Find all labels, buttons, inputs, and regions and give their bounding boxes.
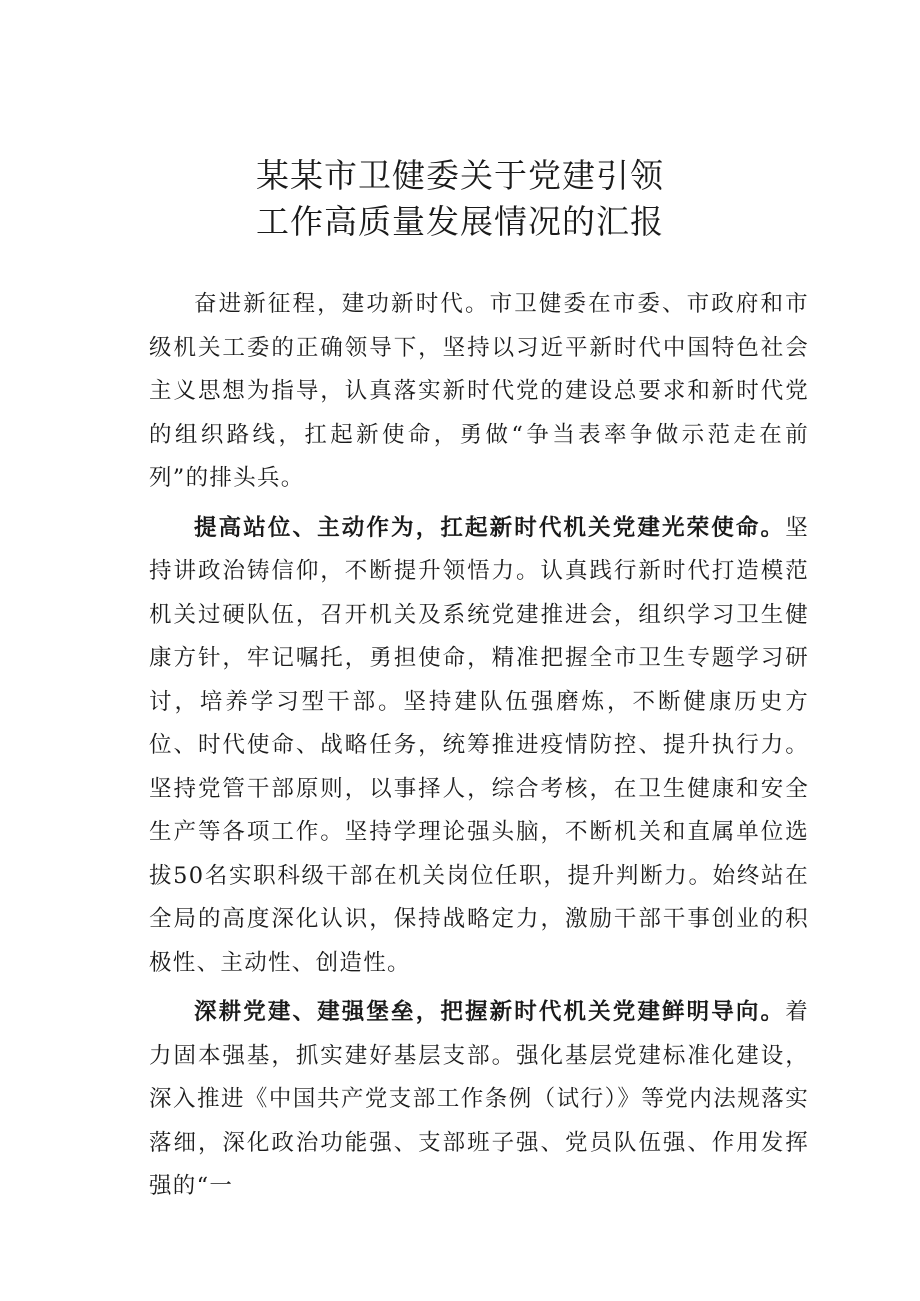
paragraph-text: 坚持讲政治铸信仰，不断提升领悟力。认真践行新时代打造模范机关过硬队伍，召开机关及系统党建推进会，组织学习卫生健康方针，牢记嘱托，勇担使命，精准把握全市卫生专题学习研讨，培养学习型干部。坚持建队伍强磨炼，不断健康历史方位、时代使命、战略任务，统筹推进疫情防控、提升执行力。坚持党管干部原则，以事择人，综合考核，在卫生健康和安全生产等各项工作。坚持学理论强头脑，不断机关和直属单位选拔50名实职科级干部在机关岗位任职，提升判断力。始终站在全局的高度深化认识，保持战略定力，激励干部干事创业的积极性、主动性、创造性。 xyxy=(149,514,809,976)
paragraph-text: 奋进新征程，建功新时代。市卫健委在市委、市政府和市级机关工委的正确领导下，坚持以习近平新时代中国特色社会主义思想为指导，认真落实新时代党的建设总要求和新时代党的组织路线，扛起新使命，勇做“争当表率争做示范走在前列”的排头兵。 xyxy=(149,291,809,491)
paragraph-section-1 xyxy=(149,507,809,986)
document-body xyxy=(149,283,809,1215)
document-title xyxy=(130,153,790,245)
paragraph-lead: 提高站位、主动作为，扛起新时代机关党建光荣使命。 xyxy=(194,514,786,541)
paragraph-text: 着力固本强基，抓实建好基层支部。强化基层党建标准化建设，深入推进《中国共产党支部工作条例（试行）》等党内法规落实落细，深化政治功能强、支部班子强、党员队伍强、作用发挥强的“一 xyxy=(149,999,809,1199)
title-line-1: 某某市卫健委关于党建引领 xyxy=(256,156,664,195)
paragraph-lead: 深耕党建、建强堡垒，把握新时代机关党建鲜明导向。 xyxy=(194,999,786,1025)
paragraph-intro xyxy=(149,283,809,501)
title-line-2: 工作高质量发展情况的汇报 xyxy=(256,202,664,241)
paragraph-section-2 xyxy=(149,991,809,1209)
